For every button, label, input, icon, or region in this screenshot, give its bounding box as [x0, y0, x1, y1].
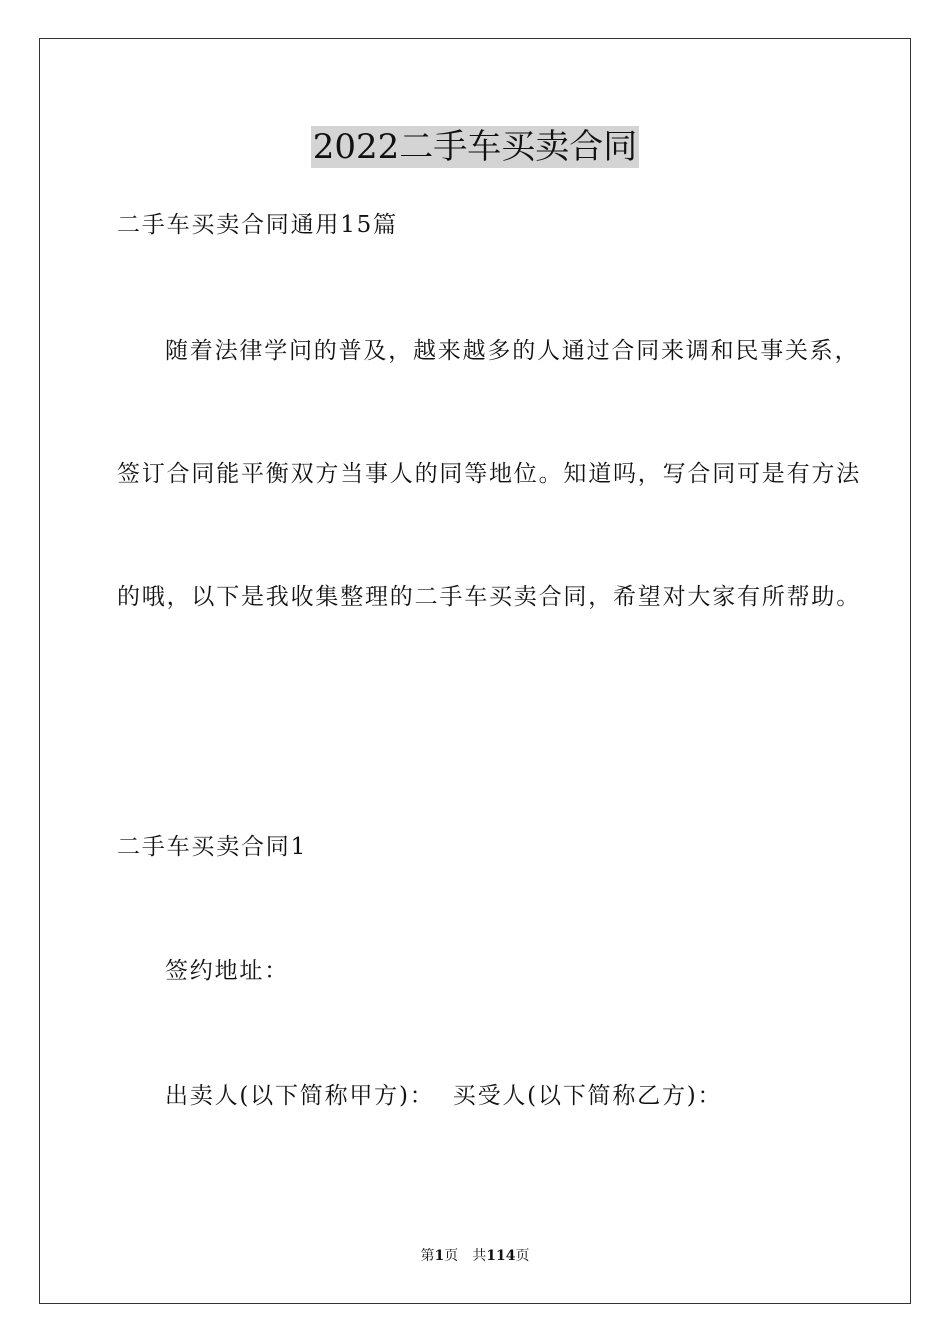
- page-footer: [0, 1247, 950, 1265]
- document-subtitle: 二手车买卖合同通用15篇: [117, 212, 398, 238]
- sign-location-label: 签约地址：: [165, 958, 289, 984]
- footer-total-suffix: 页: [515, 1248, 530, 1264]
- intro-line-1: 随着法律学问的普及，越来越多的人通过合同来调和民事关系，: [165, 338, 860, 364]
- parties-line: 出卖人(以下简称甲方)： 买受人(以下简称乙方)：: [165, 1083, 723, 1109]
- footer-page-prefix: 第: [420, 1248, 435, 1264]
- intro-line-3: 的哦，以下是我收集整理的二手车买卖合同，希望对大家有所帮助。: [117, 584, 861, 610]
- section-heading: 二手车买卖合同1: [117, 834, 308, 860]
- footer-total-prefix: 共: [472, 1248, 487, 1264]
- intro-line-2: 签订合同能平衡双方当事人的同等地位。知道吗，写合同可是有方法: [117, 461, 861, 487]
- footer-total-pages: 114: [486, 1248, 516, 1264]
- footer-page-suffix: 页: [444, 1248, 459, 1264]
- footer-page-number: 1: [434, 1248, 445, 1264]
- document-title: 2022二手车买卖合同: [312, 127, 638, 167]
- title-container: [0, 126, 950, 168]
